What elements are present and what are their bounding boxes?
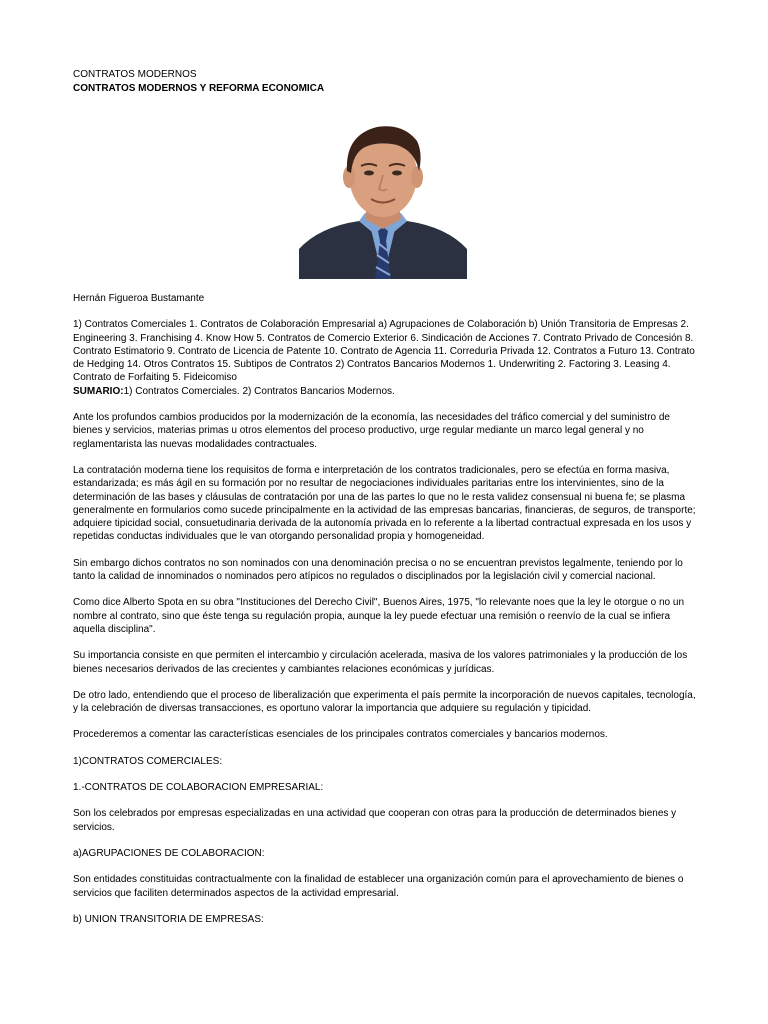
- summary-text: 1) Contratos Comerciales. 2) Contratos Bancarios Modernos.: [123, 385, 395, 397]
- section-heading: b) UNION TRANSITORIA DE EMPRESAS:: [73, 913, 264, 925]
- document-subtitle: CONTRATOS MODERNOS Y REFORMA ECONOMICA: [73, 83, 325, 94]
- body-paragraph: Su importancia consiste en que permiten el intercambio y circulación acelerada, masiva de los valores patrimoniales y la producción de los bienes necesarios derivados de las crecientes y cambiantes relaciones económicas y jurídicas.: [73, 650, 688, 675]
- summary-line: [73, 385, 697, 398]
- body-paragraph: Son los celebrados por empresas especializadas en una actividad que cooperan con otras para la producción de determinados bienes y servicios.: [73, 808, 677, 833]
- summary-label: SUMARIO:: [73, 385, 124, 397]
- document-page: [73, 68, 697, 939]
- body-paragraph: Sin embargo dichos contratos no son nominados con una denominación precisa o no se encuentran previstos legalmente, teniendo por lo tanto la calidad de innominados o nominados pero atípicos no regulados o disciplinados por la legislación civil y comercial nacional.: [73, 557, 683, 583]
- body-paragraph: Procederemos a comentar las características esenciales de los principales contratos comerciales y bancarios modernos.: [73, 729, 608, 741]
- author-name: Hernán Figueroa Bustamante: [73, 293, 205, 304]
- body-paragraph: Como dice Alberto Spota en su obra "Instituciones del Derecho Civil", Buenos Aires, 1975, "lo relevante noes que la ley le otorgue o no un nombre al contrato, sino que éste tenga su regulación propia, aunque la ley puede efectuar una remisión o reenvío de la cual se infiera aquella disciplina".: [73, 597, 685, 635]
- document-title: CONTRATOS MODERNOS: [73, 69, 197, 80]
- section-heading: a)AGRUPACIONES DE COLABORACION:: [73, 847, 265, 859]
- contents-index: [73, 318, 697, 384]
- contents-index-text: 1) Contratos Comerciales 1. Contratos de Colaboración Empresarial a) Agrupaciones de Colaboración b) Unión Transitoria de Empresas 2. Engineering 3. Franchising 4. Know How 5. Contratos de Comercio Exterior 6. Sindicación de Acciones 7. Contrato Privado de Concesión 8. Contrato Estimatorio 9. Contrato de Licencia de Patente 10. Contrato de Agencia 11. Corredurìa Privada 12. Contratos a Futuro 13. Contrato de Hedging 14. Otros Contratos 15. Subtipos de Contratos 2) Contratos Bancarios Modernos 1. Underwriting 2. Factoring 3. Leasing 4. Contrato de Forfaiting 5. Fideicomiso: [73, 319, 695, 384]
- section-heading: 1.-CONTRATOS DE COLABORACION EMPRESARIAL:: [73, 782, 324, 794]
- body-paragraph: Ante los profundos cambios producidos por la modernización de la economía, las necesidades del tráfico comercial y del suministro de bienes y servicios, materias primas u otros elementos del proceso productivo, urge regular mediante un marco legal general y no reglamentarista las nuevas modalidades contractuales.: [73, 412, 670, 450]
- body-paragraph: De otro lado, entendiendo que el proceso de liberalización que experimenta el país permite la incorporación de nuevos capitales, tecnología, y la celebración de diversas transacciones, es oportuno valorar la importancia que adquiere su regulación y tipicidad.: [73, 689, 696, 715]
- section-heading: 1)CONTRATOS COMERCIALES:: [73, 755, 223, 767]
- body-paragraph: La contratación moderna tiene los requisitos de forma e interpretación de los contratos tradicionales, pero se efectúa en forma masiva, estandarizada; es más ágil en su formación por no resultar de negociaciones individuales paritarias entre los intervinientes, sino de la determinación de las bases y cláusulas de contratación por una de las partes lo que no le resta validez consensual ni buena fe; se plasma generalmente en formularios como sucede principalmente en la actividad de las empresas bancarias, financieras, de seguros, de transporte; adquiere tipicidad social, consuetudinaria derivada de la autonomía privada en lo referente a la libertad contractual expresada en los usos y repetidas conductas individuales que le van otorgando personalidad propia y homogeneidad.: [73, 464, 696, 543]
- portrait-image: [299, 117, 467, 279]
- author-portrait: [299, 117, 467, 279]
- body-paragraph: Son entidades constituidas contractualmente con la finalidad de establecer una organización común para el aprovechamiento de bienes o servicios que faciliten determinados aspectos de la actividad empresarial.: [73, 874, 684, 899]
